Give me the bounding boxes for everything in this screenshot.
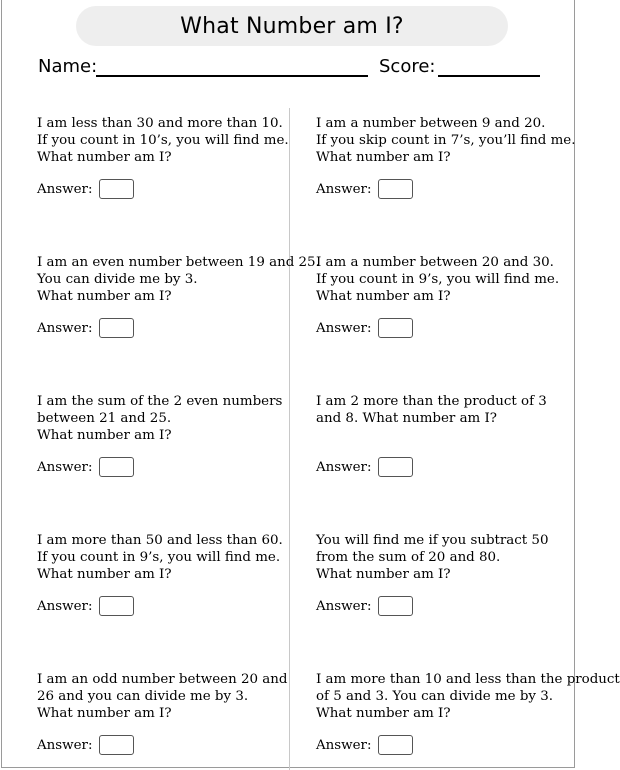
answer-label: Answer: [37, 598, 93, 614]
question-8 [316, 532, 571, 583]
score-field[interactable] [438, 75, 540, 77]
question-line: What number am I? [316, 567, 451, 582]
question-line: You will find me if you subtract 50 [316, 533, 549, 548]
answer-row-4 [316, 318, 413, 338]
answer-box-4[interactable] [378, 318, 413, 338]
question-line: If you count in 9’s, you will find me. [316, 272, 560, 287]
question-4 [316, 254, 571, 305]
answer-box-10[interactable] [378, 735, 413, 755]
answer-label: Answer: [37, 459, 93, 475]
question-line: I am an odd number between 20 and [37, 672, 288, 687]
answer-label: Answer: [316, 598, 372, 614]
question-5 [37, 393, 292, 444]
answer-row-8 [316, 596, 413, 616]
question-line: If you count in 10’s, you will find me. [37, 133, 289, 148]
question-line: I am a number between 9 and 20. [316, 116, 546, 131]
question-line: from the sum of 20 and 80. [316, 550, 501, 565]
question-line: of 5 and 3. You can divide me by 3. [316, 689, 554, 704]
question-line: I am more than 10 and less than the product [316, 672, 620, 687]
question-10 [316, 671, 620, 722]
question-line: What number am I? [37, 428, 172, 443]
question-line: and 8. What number am I? [316, 411, 497, 426]
answer-box-1[interactable] [99, 179, 134, 199]
answer-row-7 [37, 596, 134, 616]
answer-box-8[interactable] [378, 596, 413, 616]
question-line: What number am I? [316, 706, 451, 721]
answer-row-9 [37, 735, 134, 755]
answer-label: Answer: [316, 459, 372, 475]
question-2 [316, 115, 576, 166]
question-line: If you count in 9’s, you will find me. [37, 550, 281, 565]
answer-label: Answer: [37, 181, 93, 197]
question-line: I am less than 30 and more than 10. [37, 116, 283, 131]
answer-row-3 [37, 318, 134, 338]
question-line: What number am I? [37, 567, 172, 582]
question-line: I am the sum of the 2 even numbers [37, 394, 283, 409]
answer-label: Answer: [316, 181, 372, 197]
question-3 [37, 254, 320, 305]
answer-box-9[interactable] [99, 735, 134, 755]
answer-box-7[interactable] [99, 596, 134, 616]
answer-row-10 [316, 735, 413, 755]
question-line: What number am I? [37, 706, 172, 721]
worksheet-title: What Number am I? [76, 6, 508, 46]
question-line: What number am I? [316, 289, 451, 304]
answer-box-3[interactable] [99, 318, 134, 338]
answer-row-2 [316, 179, 413, 199]
answer-label: Answer: [37, 320, 93, 336]
answer-row-5 [37, 457, 134, 477]
score-label: Score: [379, 56, 436, 77]
answer-box-6[interactable] [378, 457, 413, 477]
answer-label: Answer: [316, 320, 372, 336]
question-line: You can divide me by 3. [37, 272, 198, 287]
question-7 [37, 532, 292, 583]
question-line: I am 2 more than the product of 3 [316, 394, 547, 409]
answer-row-6 [316, 457, 413, 477]
question-line: What number am I? [37, 150, 172, 165]
question-line: I am more than 50 and less than 60. [37, 533, 283, 548]
question-line: I am an even number between 19 and 25. [37, 255, 320, 270]
question-line: 26 and you can divide me by 3. [37, 689, 249, 704]
question-9 [37, 671, 292, 722]
answer-box-5[interactable] [99, 457, 134, 477]
question-line: What number am I? [316, 150, 451, 165]
name-field[interactable] [96, 75, 368, 77]
question-6 [316, 393, 571, 427]
answer-label: Answer: [37, 737, 93, 753]
answer-row-1 [37, 179, 134, 199]
question-line: between 21 and 25. [37, 411, 172, 426]
question-line: I am a number between 20 and 30. [316, 255, 554, 270]
question-line: What number am I? [37, 289, 172, 304]
question-1 [37, 115, 292, 166]
answer-box-2[interactable] [378, 179, 413, 199]
question-line: If you skip count in 7’s, you’ll find me. [316, 133, 576, 148]
answer-label: Answer: [316, 737, 372, 753]
name-label: Name: [38, 56, 98, 77]
